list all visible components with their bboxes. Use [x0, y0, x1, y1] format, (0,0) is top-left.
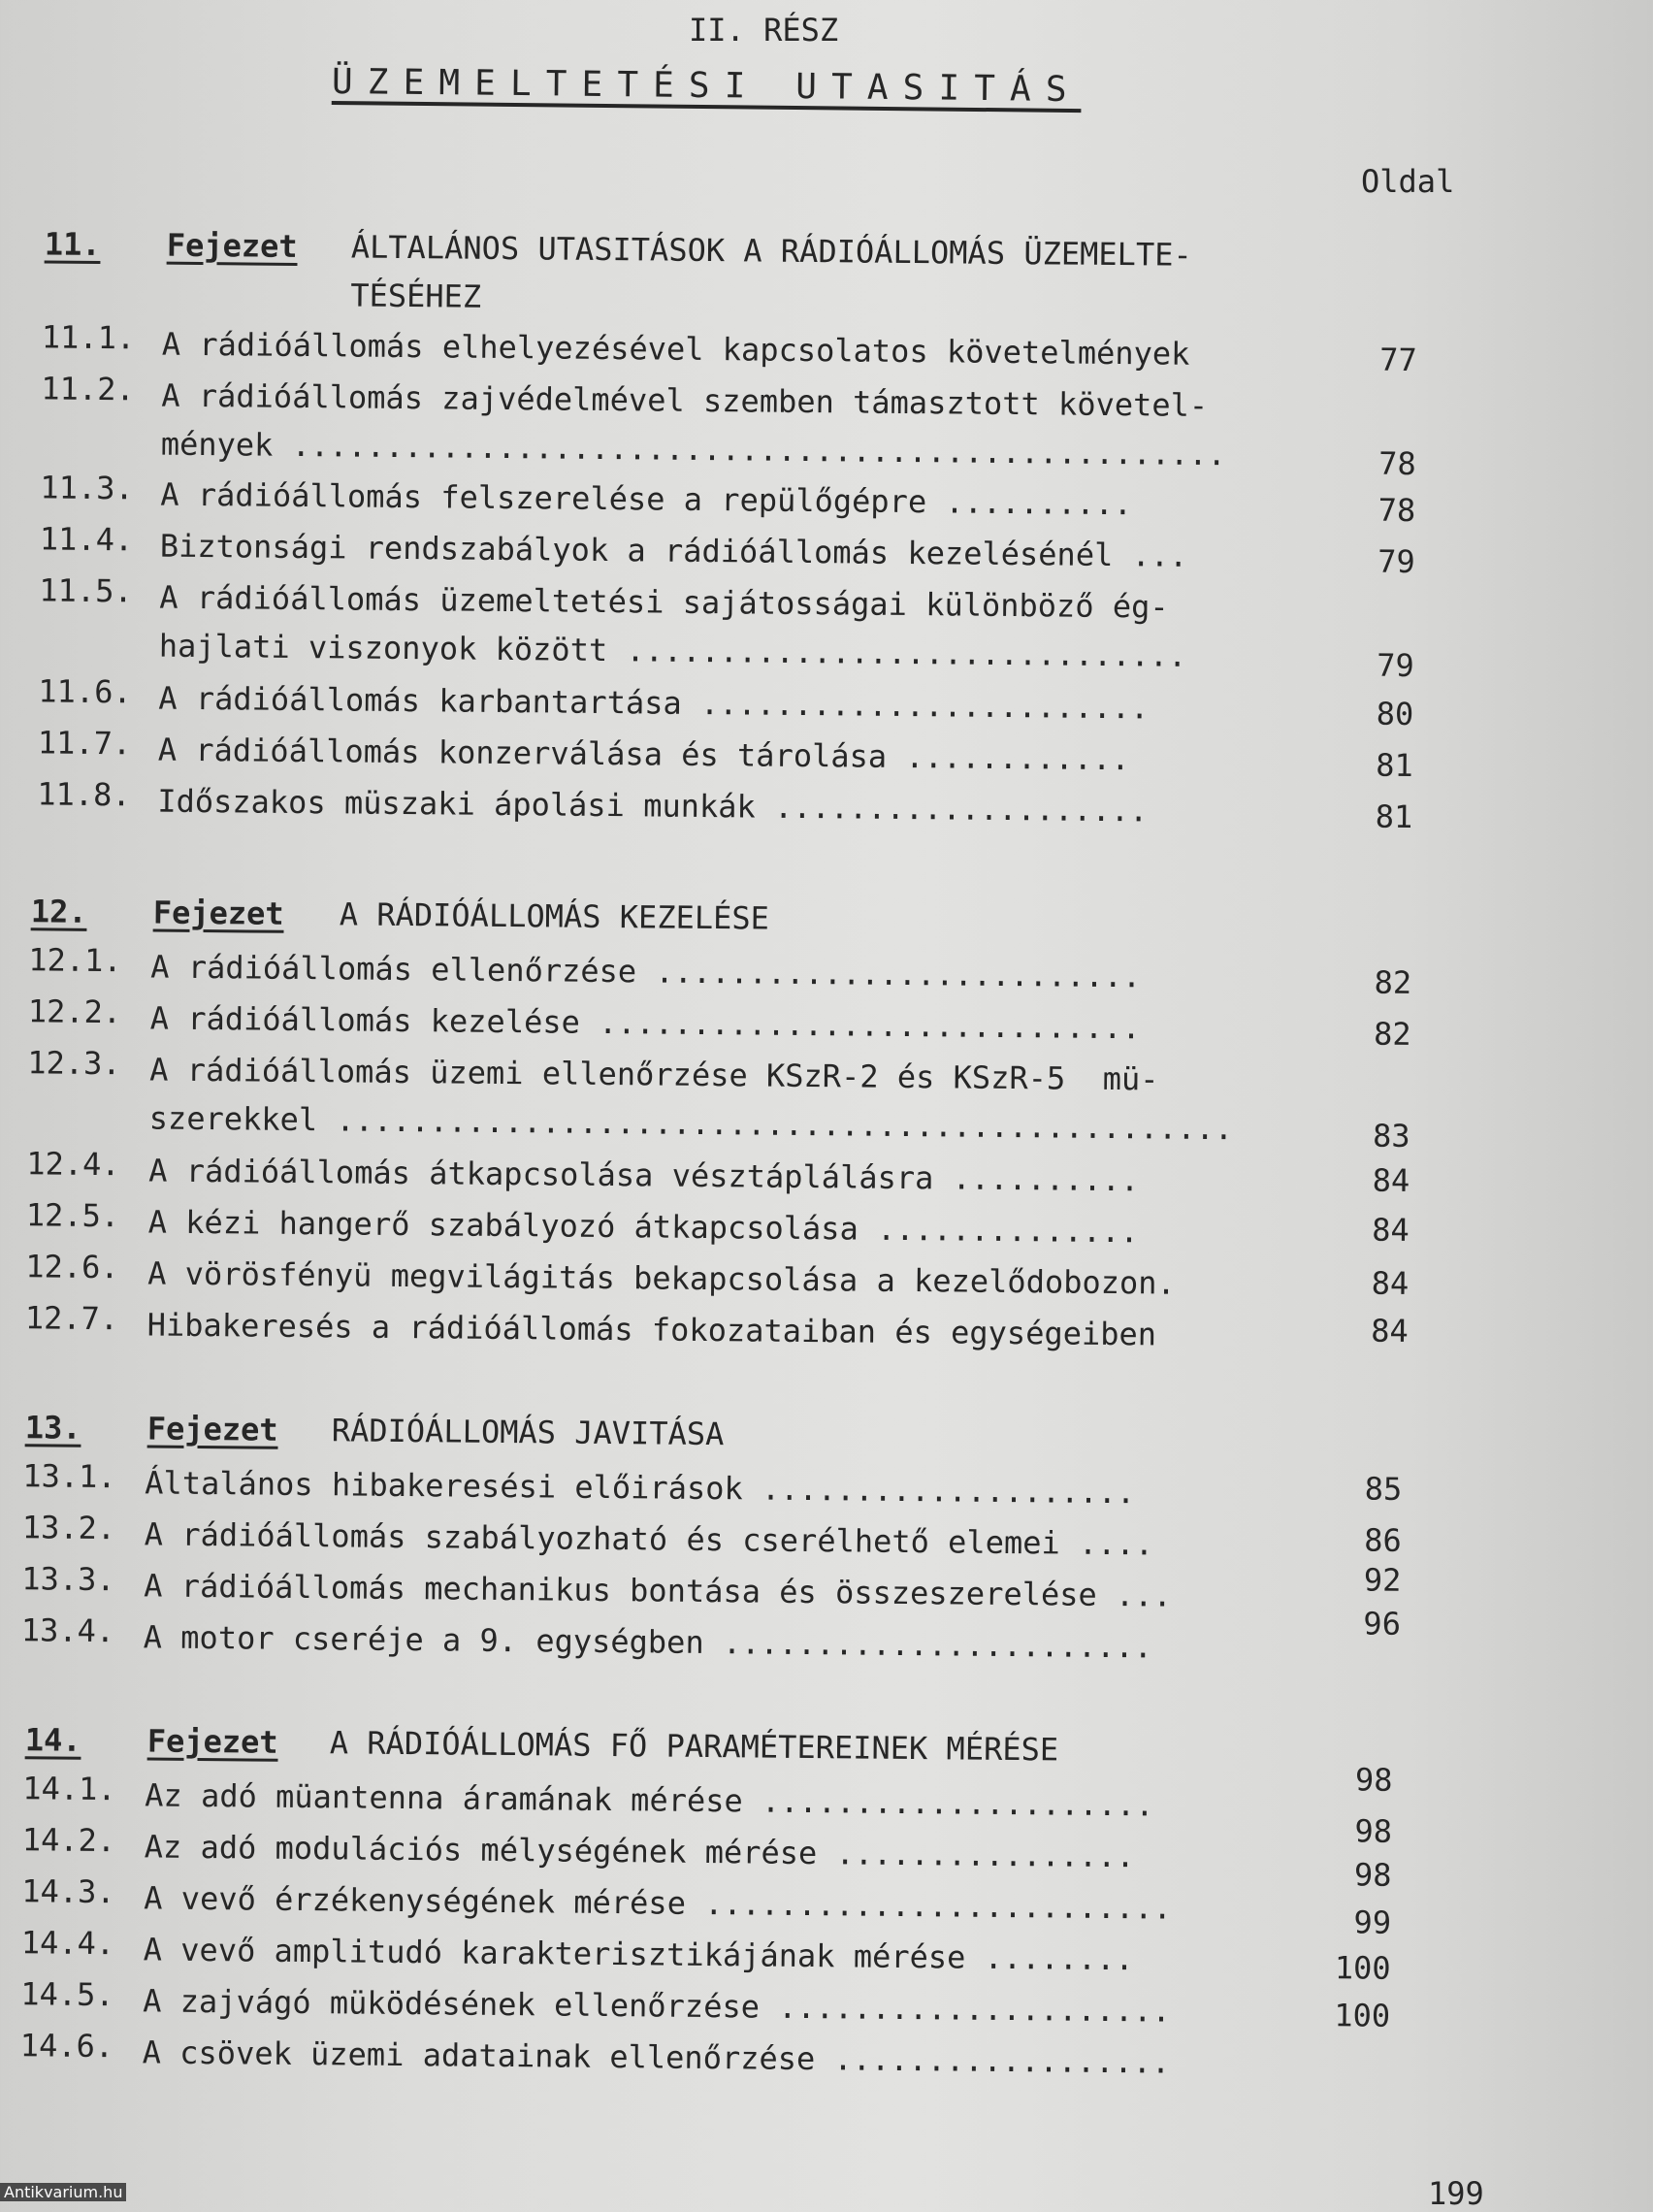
chapter-title: A RÁDIÓÁLLOMÁS FŐ PARAMÉTEREINEK MÉRÉSE	[329, 1724, 1059, 1769]
chapter-14	[0, 1721, 1653, 2094]
toc-entry: 13.2. A rádióállomás szabályozható és cserélhető elemei .... 86	[21, 1509, 1402, 1563]
chapter-title: A RÁDIÓÁLLOMÁS KEZELÉSE	[339, 895, 770, 937]
chapter-number: 11.	[44, 225, 101, 263]
toc-entry: 14.2. Az adó modulációs mélységének mérése ................ 98	[21, 1812, 1393, 1875]
toc-entry: 12.3. A rádióállomás üzemi ellenőrzése KSzR-2 és KSzR-5 mü- szerekkel ................................................ 83	[27, 1044, 1410, 1155]
chapter-title-continuation: TÉSÉHEZ	[350, 276, 482, 315]
part-title: II. RÉSZ	[689, 12, 839, 49]
page-column-label: Oldal	[1361, 163, 1455, 200]
toc-entry: 13.4. A motor cseréje a 9. egységben ....................... 96	[20, 1605, 1402, 1666]
toc-entry: 11.8. Időszakos müszaki ápolási munkák .................... 81	[37, 775, 1413, 836]
toc-entry: 12.7. Hibakeresés a rádióállomás fokozataiban és egységeiben 84	[24, 1299, 1409, 1353]
chapter-word: Fejezet	[152, 894, 284, 932]
toc-entry: 11.7. A rádióállomás konzerválása és tárolása ............ 81	[37, 724, 1413, 785]
toc-entry: 13.1. Általános hibakeresési előirások .................... 85	[22, 1457, 1403, 1512]
toc-entry: 11.4. Biztonsági rendszabályok a rádióállomás kezelésénél ... 79	[39, 520, 1415, 581]
chapter-13	[0, 1409, 1653, 1678]
toc-entry: 11.3. A rádióállomás felszerelése a repülőgépre .......... 78	[40, 469, 1416, 530]
toc-entry: 11.5. A rádióállomás üzemeltetési sajátosságai különböző ég- hajlati viszonyok között .............................. 79	[39, 571, 1414, 685]
main-heading: ÜZEMELTETÉSI UTASITÁS	[331, 62, 1082, 111]
chapter-number: 14.	[24, 1721, 81, 1759]
toc-entry: 11.2. A rádióállomás zajvédelmével szemben támasztott követel- mények .................................................. 78	[41, 370, 1416, 483]
chapter-11	[0, 225, 1653, 842]
chapter-word: Fejezet	[146, 1410, 278, 1448]
toc-entry: 13.3. A rádióállomás mechanikus bontása és összeszerelése ... 92	[21, 1560, 1402, 1614]
toc-entry: 11.1. A rádióállomás elhelyezésével kapcsolatos követelmények 77	[41, 318, 1417, 379]
page-number: 199	[1428, 2175, 1484, 2212]
chapter-word: Fejezet	[166, 226, 298, 265]
toc-entry: 12.4. A rádióállomás átkapcsolása vésztáplálásra .......... 84	[26, 1145, 1410, 1199]
chapter-title: ÁLTALÁNOS UTASITÁSOK A RÁDIÓÁLLOMÁS ÜZEMELTE-	[350, 228, 1192, 274]
chapter-number: 13.	[24, 1409, 81, 1447]
toc-entry: 12.1. A rádióállomás ellenőrzése .......................... 82	[28, 941, 1412, 1001]
chapter-12	[0, 893, 1653, 1366]
toc-entry: 12.2. A rádióállomás kezelése ............................. 82	[27, 992, 1411, 1053]
toc-entry: 11.6. A rádióállomás karbantartása ........................ 80	[38, 672, 1414, 733]
toc-entry: 14.5. A zajvágó müködésének ellenőrzése ..................... 100	[20, 1949, 1391, 2030]
toc-entry: 14.4. A vevő amplitudó karakterisztikájának mérése ........ 99	[20, 1903, 1392, 1978]
chapter-word: Fejezet	[146, 1722, 278, 1761]
toc-entry: 14.3. A vevő érzékenységének mérése ......................... 98	[21, 1856, 1392, 1927]
toc-entry: 12.5. A kézi hangerő szabályozó átkapcsolása .............. 84	[25, 1196, 1410, 1251]
toc-entry: 14.1. Az adó müantenna áramának mérése ..................... 98	[22, 1761, 1393, 1824]
watermark: Antikvarium.hu	[0, 2183, 126, 2201]
toc-entry: 14.6. A csövek üzemi adatainak ellenőrzése .................. 100	[19, 1997, 1391, 2081]
toc-entry: 12.6. A vörösfényü megvilágitás bekapcsolása a kezelődobozon. 84	[25, 1248, 1410, 1302]
chapter-number: 12.	[30, 893, 87, 930]
chapter-title: RÁDIÓÁLLOMÁS JAVITÁSA	[331, 1412, 725, 1453]
